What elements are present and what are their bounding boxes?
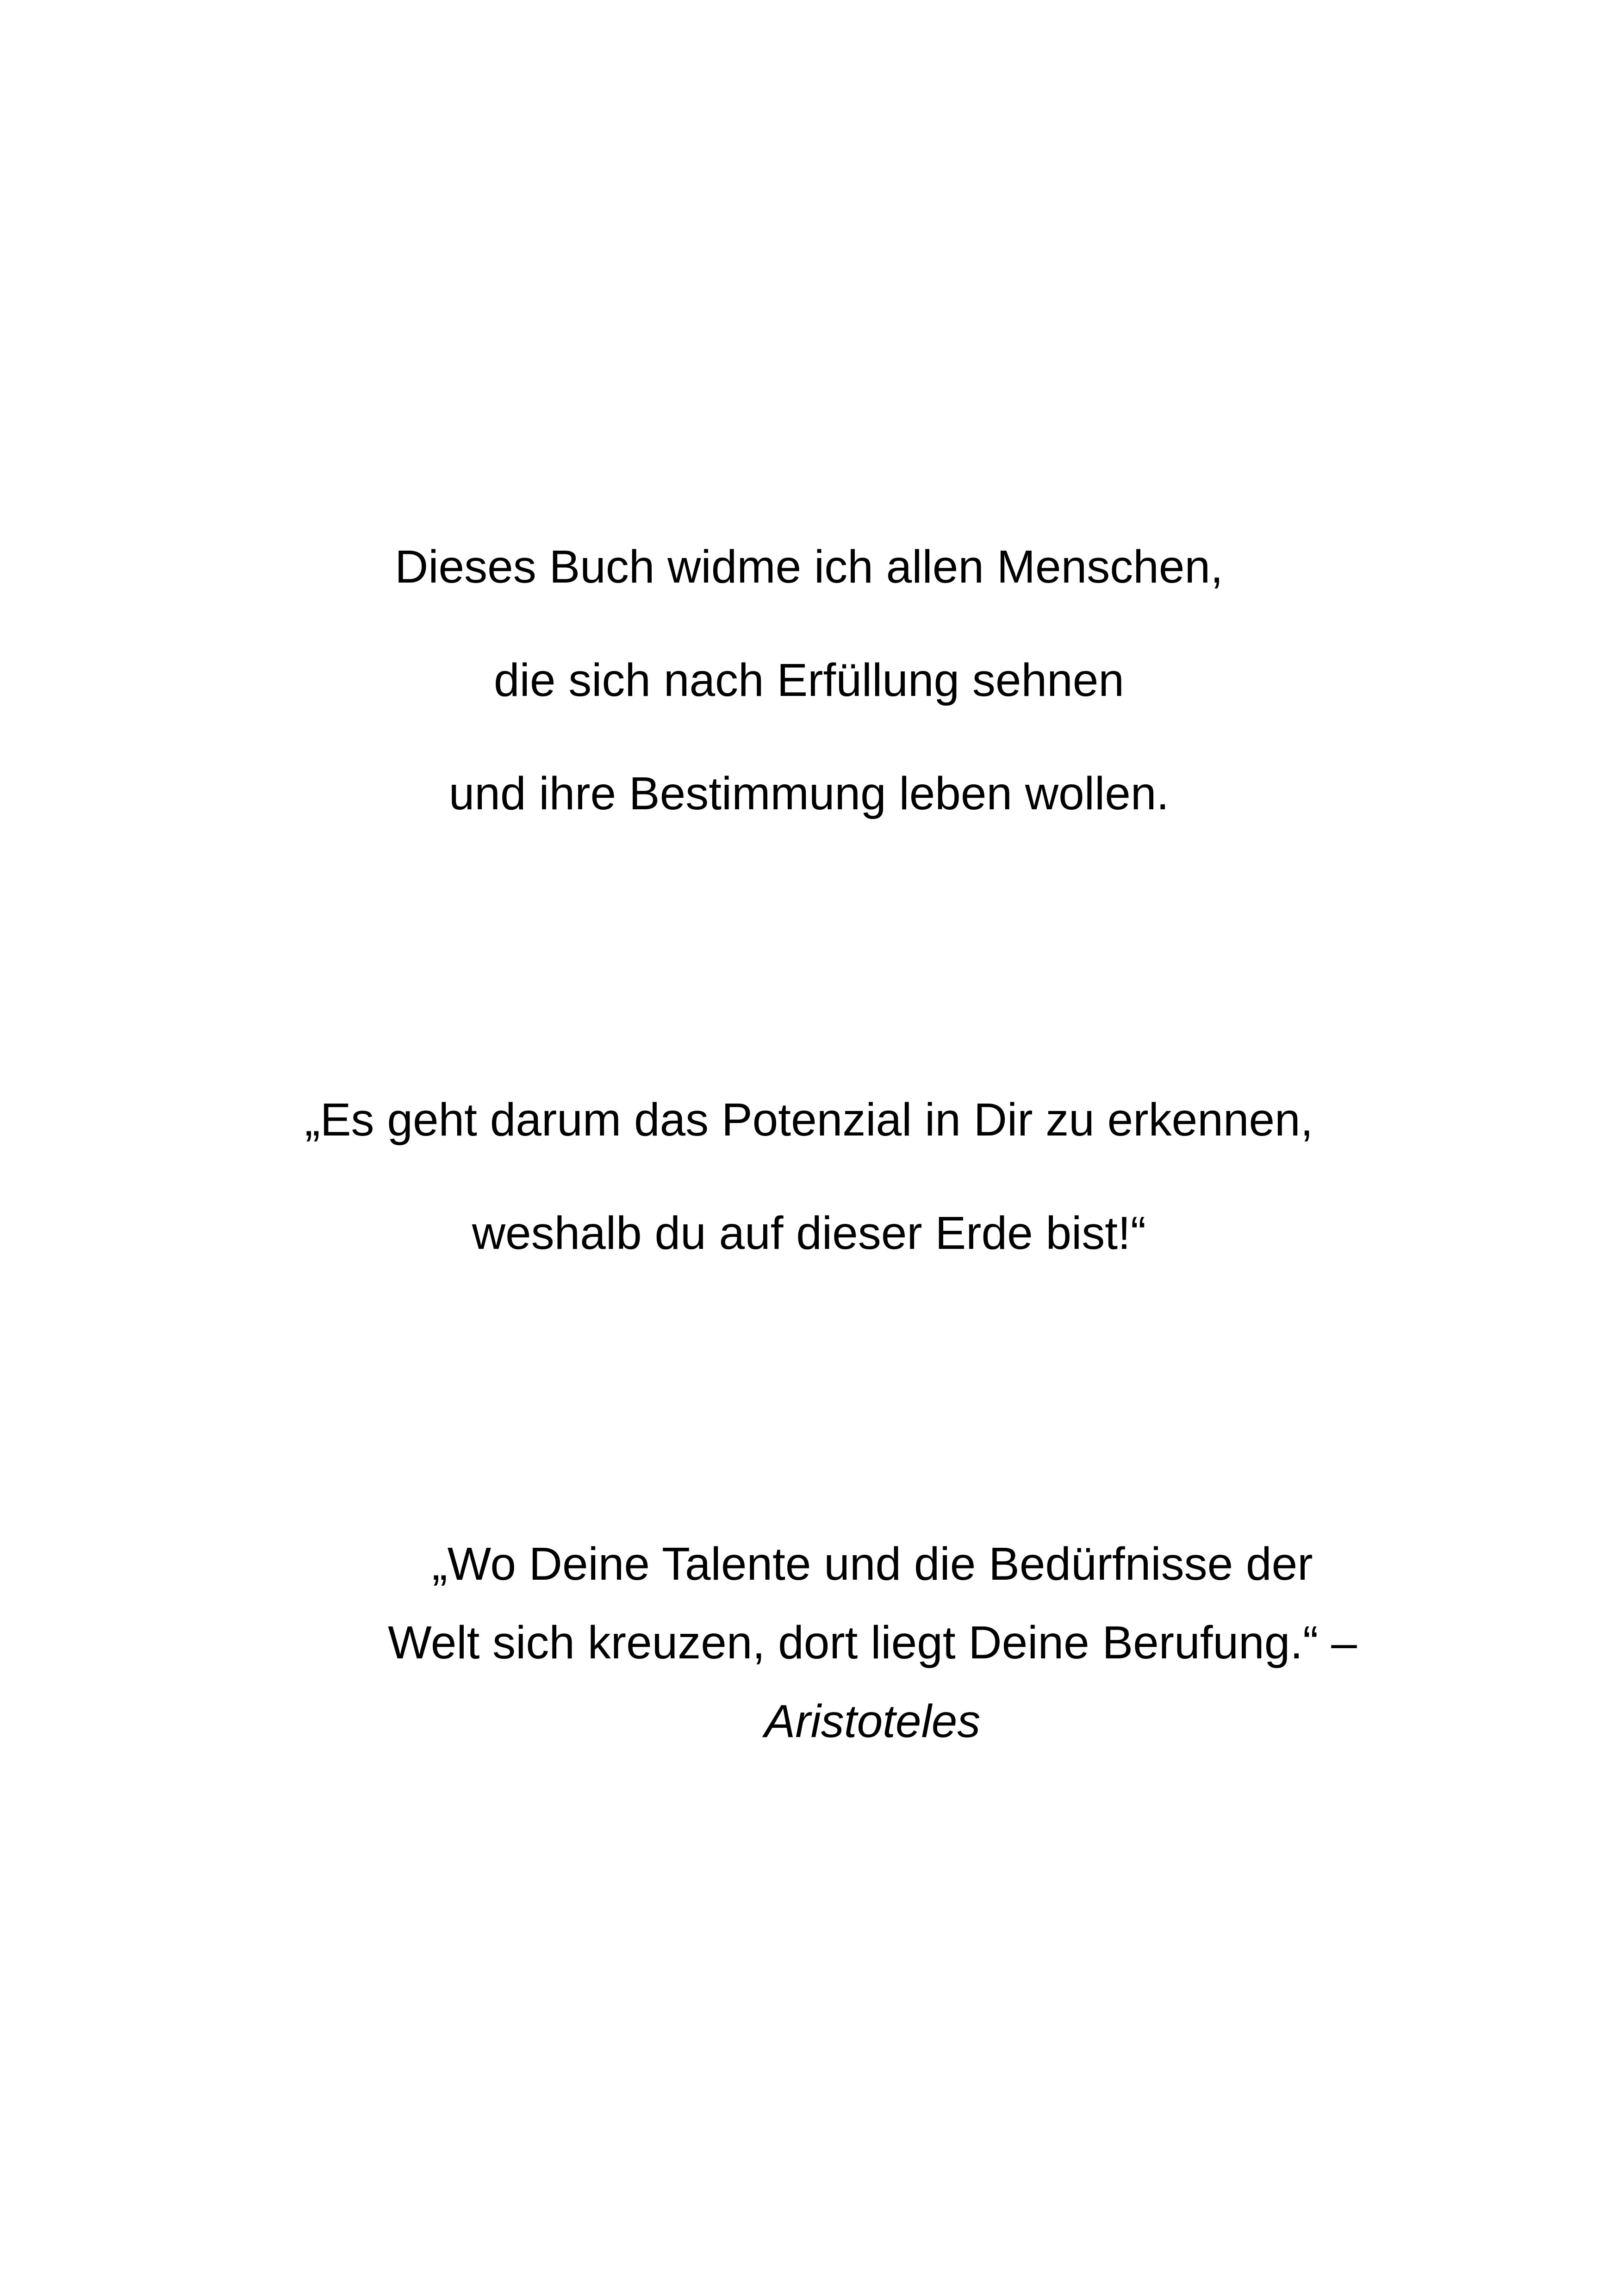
- dedication-line-3: und ihre Bestimmung leben wollen.: [448, 768, 1170, 819]
- quote-aristotle: [352, 1525, 1393, 1761]
- quote-aristotle-line-1: „Wo Deine Talente und die Bedürfnisse der: [432, 1538, 1313, 1590]
- dedication-line-2: die sich nach Erfüllung sehnen: [493, 654, 1124, 706]
- quote-potential-line-1: „Es geht darum das Potenzial in Dir zu erkennen,: [305, 1094, 1313, 1146]
- quote-potential-line-2: weshalb du auf dieser Erde bist!“: [472, 1207, 1146, 1259]
- quote-author: Aristoteles: [764, 1695, 981, 1747]
- dedication-line-1: Dieses Buch widme ich allen Menschen,: [395, 541, 1223, 593]
- quote-aristotle-line-2: Welt sich kreuzen, dort liegt Deine Berufung.“ –: [388, 1617, 1357, 1669]
